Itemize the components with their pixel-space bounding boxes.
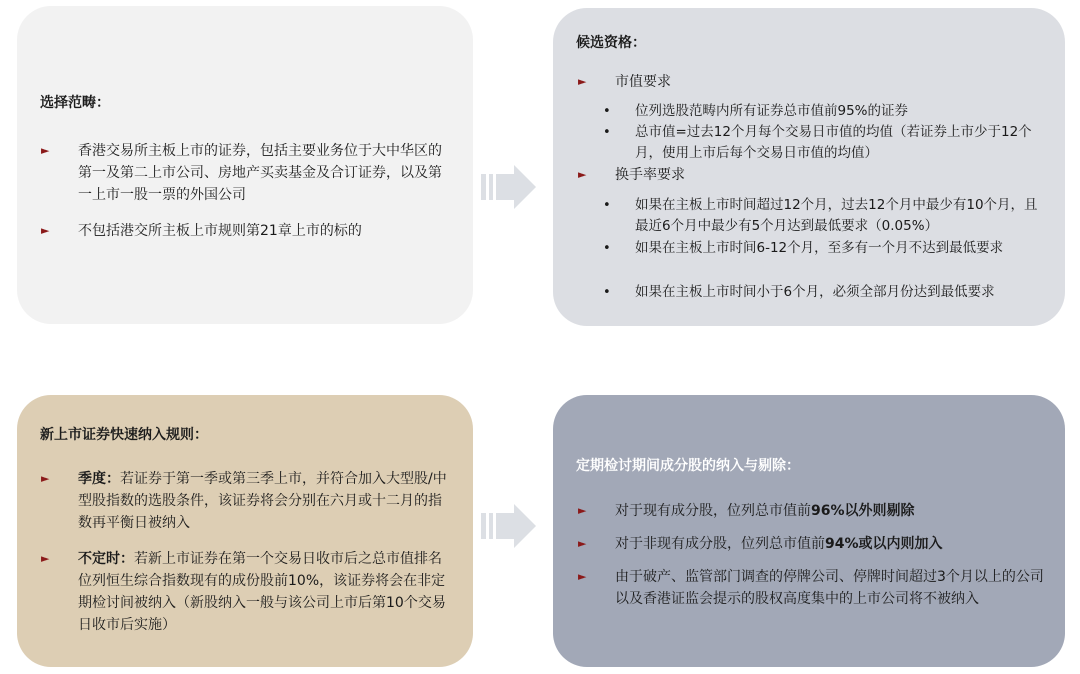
selection-scope-panel bbox=[17, 6, 473, 324]
arrow-bullet-icon: ► bbox=[41, 224, 50, 237]
fast-entry-panel bbox=[17, 395, 473, 667]
arrow-bullet-icon: ► bbox=[578, 168, 587, 181]
turnover-point: • 如果在主板上市时间小于6个月，必须全部月份达到最低要求 bbox=[603, 282, 1048, 303]
eligibility-panel bbox=[553, 8, 1065, 326]
dot-bullet-icon: • bbox=[603, 241, 611, 256]
turnover-point: • 如果在主板上市时间6-12个月，至多有一个月不达到最低要求 bbox=[603, 238, 1048, 259]
dot-bullet-icon: • bbox=[603, 285, 611, 300]
fast-entry-title: 新上市证券快速纳入规则： bbox=[40, 427, 208, 443]
arrow-bullet-icon: ► bbox=[578, 75, 587, 88]
periodic-review-item: ► 由于破产、监管部门调查的停牌公司、停牌时间超过3个月以上的公司以及香港证监会提示的股权高度集中的上市公司将不被纳入 bbox=[578, 566, 1048, 610]
market-cap-heading: ► 市值要求 bbox=[578, 71, 1048, 93]
arrow-bullet-icon: ► bbox=[578, 570, 587, 583]
arrow-bullet-icon: ► bbox=[578, 537, 587, 550]
periodic-review-panel bbox=[553, 395, 1065, 667]
fast-entry-item: ► 季度：若证券于第一季或第三季上市，并符合加入大型股/中型股指数的选股条件，该证券将会分别在六月或十二月的指数再平衡日被纳入 bbox=[41, 468, 453, 534]
selection-scope-title: 选择范畴： bbox=[40, 95, 110, 111]
periodic-review-title: 定期检讨期间成分股的纳入与剔除： bbox=[576, 458, 800, 474]
turnover-point: • 如果在主板上市时间超过12个月，过去12个月中最少有10个月，且最近6个月中最少有5个月达到最低要求（0.05%） bbox=[603, 197, 1038, 234]
dot-bullet-icon: • bbox=[603, 125, 611, 140]
right-arrow-icon bbox=[481, 165, 536, 209]
turnover-heading: ► 换手率要求 bbox=[578, 164, 1048, 186]
periodic-review-item: ► 对于非现有成分股，位列总市值前94%或以内则加入 bbox=[578, 533, 1048, 555]
selection-scope-item: ► 香港交易所主板上市的证券，包括主要业务位于大中华区的第一及第二上市公司、房地产买卖基金及合订证券，以及第 一上市一股一票的外国公司 bbox=[41, 140, 453, 206]
arrow-bullet-icon: ► bbox=[578, 504, 587, 517]
dot-bullet-icon: • bbox=[603, 104, 611, 119]
periodic-review-item: ► 对于现有成分股，位列总市值前96%以外则剔除 bbox=[578, 500, 1048, 522]
arrow-bullet-icon: ► bbox=[41, 472, 50, 485]
market-cap-point: • 位列选股范畴内所有证券总市值前95%的证券 bbox=[603, 101, 1048, 122]
dot-bullet-icon: • bbox=[603, 198, 611, 213]
selection-scope-item: ► 不包括港交所主板上市规则第21章上市的标的 bbox=[41, 220, 453, 242]
fast-entry-item: ► 不定时：若新上市证券在第一个交易日收市后之总市值排名位列恒生综合指数现有的成份股前10%，该证券将会在非定期检讨间被纳入（新股纳入一般与该公司上市后第10个交易日收市后实施） bbox=[41, 548, 453, 636]
eligibility-title: 候选资格： bbox=[576, 35, 646, 51]
arrow-bullet-icon: ► bbox=[41, 144, 50, 157]
right-arrow-icon bbox=[481, 504, 536, 548]
arrow-bullet-icon: ► bbox=[41, 552, 50, 565]
market-cap-point: • 总市值=过去12个月每个交易日市值的均值（若证券上市少于12个月，使用上市后每个交易日市值的均值） bbox=[603, 124, 1032, 161]
